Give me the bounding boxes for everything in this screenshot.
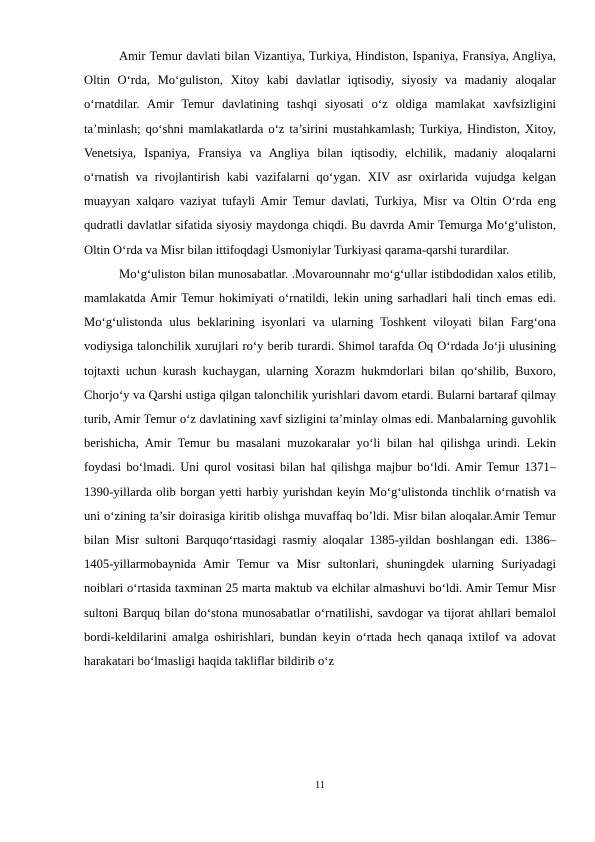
page-number: 11 (315, 780, 325, 791)
paragraph-moghulistan-egypt: Mo‘g‘uliston bilan munosabatlar. .Movarounnahr mo‘g‘ullar istibdodidan xalos etilib, mamlakatda Amir Temur hokimiyati o‘rnatildi, lekin uning sarhadlari hali tinch emas edi. Mo‘g‘ulistonda ulus beklarining isyonlari va ularning Toshkent viloyati bilan Farg‘ona vodiysiga talonchilik xurujlari ro‘y berib turardi. Shimol tarafda Oq O‘rdada Jo‘ji ulusining tojtaxti uchun kurash kuchaygan, ularning Xorazm hukmdorlari bilan qo‘shilib, Buxoro, Chorjo‘y va Qarshi ustiga qilgan talonchilik yurishlari davom etardi. Bularni bartaraf qilmay turib, Amir Temur o‘z davlatining xavf sizligini ta’minlay olmas edi. Manbalarning guvohlik berishicha, Amir Temur bu masalani muzokaralar yo‘li bilan hal qilishga urindi. Lekin foydasi bo‘lmadi. Uni qurol vositasi bilan hal qilishga majbur bo‘ldi. Amir Temur 1371–1390-yillarda olib borgan yetti harbiy yurishdan keyin Mo‘g‘ulistonda tinchlik o‘rnatish va uni o‘zining ta’sir doirasiga kiritib olishga muvaffaq bo’ldi. Misr bilan aloqalar.Amir Temur bilan Misr sultoni Barquqo‘rtasidagi rasmiy aloqalar 1385-yildan boshlangan edi. 1386–1405-yillarmobaynida Amir Temur va Misr sultonlari, shuningdek ularning Suriyadagi noiblari o‘rtasida taxminan 25 marta maktub va elchilar almashuvi bo‘ldi. Amir Temur Misr sultoni Barquq bilan do‘stona munosabatlar o‘rnatilishi, savdogar va tijorat ahllari bemalol bordi-keldilarini amalga oshirishlari, bundan keyin o‘rtada hech qanaqa ixtilof va adovat harakatari bo‘lmasligi haqida takliflar bildirib o‘z (84, 266, 556, 669)
paragraph-foreign-relations: Amir Temur davlati bilan Vizantiya, Turkiya, Hindiston, Ispaniya, Fransiya, Angliya, Oltin O‘rda, Mo‘guliston, Xitoy kabi davlatlar iqtisodiy, siyosiy va madaniy aloqalar o‘rnatdilar. Amir Temur davlatining tashqi siyosati o‘z oldiga mamlakat xavfsizligini ta’minlash; qo‘shni mamlakatlarda o‘z ta’sirini mustahkamlash; Turkiya, Hindiston, Xitoy, Venetsiya, Ispaniya, Fransiya va Angliya bilan iqtisodiy, elchilik, madaniy aloqalarni o‘rnatish va rivojlantirish kabi vazifalarni qo‘ygan. XIV asr oxirlarida vujudga kelgan muayyan xalqaro vaziyat tufayli Amir Temur davlati, Turkiya, Misr va Oltin O‘rda eng qudratli davlatlar sifatida siyosiy maydonga chiqdi. Bu davrda Amir Temurga Mo‘g‘uliston, Oltin O‘rda va Misr bilan ittifoqdagi Usmoniylar Turkiyasi qarama-qarshi turardilar. (84, 49, 556, 257)
document-body (84, 44, 556, 673)
